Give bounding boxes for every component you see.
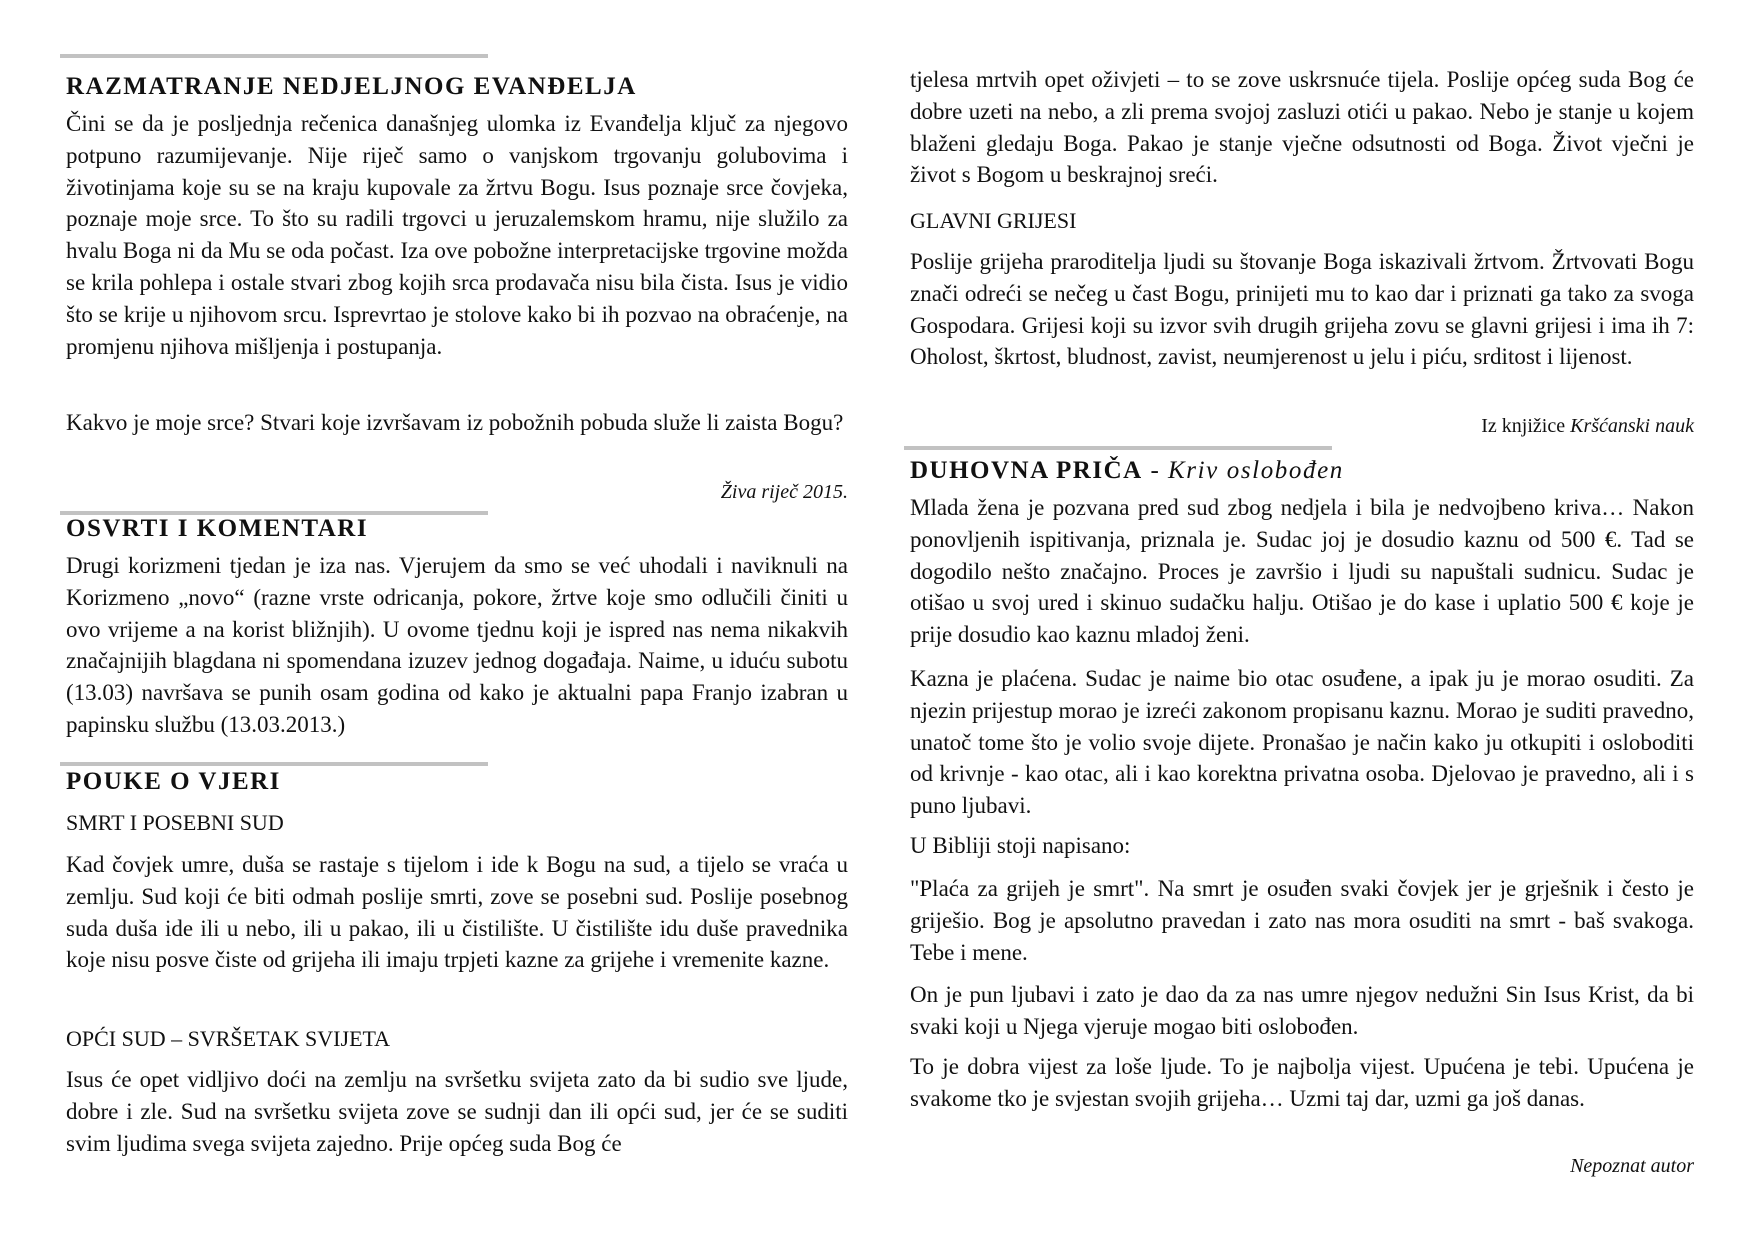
story-paragraph-3: U Bibliji stoji napisano: — [910, 833, 1131, 858]
subheading-capital-sins: GLAVNI GRIJESI — [910, 208, 1077, 233]
faith-lessons-paragraph-2: Isus će opet vidljivo doći na zemlju na svršetku svijeta zato da bi sudio sve ljude, dobre i zle. Sud na svršetku svijeta zove se sudnji dan ili opći sud, jer će se suditi svim ljudima svega svijeta zajedno. Prije općeg suda Bog će — [66, 1067, 848, 1156]
story-paragraph-2: Kazna je plaćena. Sudac je naime bio otac osuđene, a ipak ju je morao osuditi. Za njezin prijestup morao je izreći zakonom propisanu kaznu. Morao je suditi pravedno, unatoč tome što je volio svoje dijete. Pronašao je način kako ju otkupiti i osloboditi od krivnje - kao otac, ali i kao korektna privatna osoba. Djelovao je pravedno, ali i s puno ljubavi. — [910, 666, 1694, 819]
story-source: Nepoznat autor — [1570, 1155, 1694, 1177]
faith-lessons-continued-paragraph: tjelesa mrtvih opet oživjeti – to se zove uskrsnuće tijela. Poslije općeg suda Bog će dobre uzeti na nebo, a zli prema svojoj zasluzi otići u pakao. Nebo je stanje u kojem blaženi gledaju Boga. Pakao je stanje vječne odsutnosti od Boga. Život vječni je život s Bogom u beskrajnoj sreći. — [910, 67, 1694, 188]
section-title-faith-lessons: POUKE O VJERI — [66, 768, 281, 795]
source-prefix: Iz knjižice — [1481, 415, 1571, 437]
subheading-general-judgment: OPĆI SUD – SVRŠETAK SVIJETA — [66, 1026, 391, 1051]
section-title-spiritual-story — [910, 458, 1344, 483]
gospel-reflection-paragraph-2: Kakvo je moje srce? Stvari koje izvršavam iz pobožnih pobuda služe li zaista Bogu? — [66, 410, 844, 435]
gospel-reflection-source: Živa riječ 2015. — [720, 481, 848, 503]
section-title-comments: OSVRTI I KOMENTARI — [66, 515, 369, 542]
section-title-separator: - — [1142, 457, 1169, 484]
section-title-subtitle: Kriv oslobođen — [1168, 457, 1344, 484]
capital-sins-paragraph: Poslije grijeha praroditelja ljudi su štovanje Boga iskazivali žrtvom. Žrtvovati Bogu znači odreći se nečeg u čast Bogu, prinijeti mu to kao dar i priznati ga tako za svoga Gospodara. Grijesi koji su izvor svih drugih grijeha zovu se glavni grijesi i ima ih 7: Oholost, škrtost, bludnost, zavist, neumjerenost u jelu i piću, srditost i lijenost. — [910, 249, 1694, 370]
section-rule — [60, 54, 488, 58]
faith-lessons-paragraph-1: Kad čovjek umre, duša se rastaje s tijelom i ide k Bogu na sud, a tijelo se vraća u zemlju. Sud koji će biti odmah poslije smrti, zove se posebni sud. Poslije posebnog suda duša ide ili u nebo, ili u pakao, ili u čistilište. U čistilište idu duše pravednika koje nisu posve čiste od grijeha ili imaju trpjeti kazne za grijehe i vremenite kazne. — [66, 852, 848, 973]
story-paragraph-1: Mlada žena je pozvana pred sud zbog nedjela i bila je nedvojbeno kriva… Nakon ponovljenih ispitivanja, priznala je. Sudac joj je dosudio kaznu od 500 €. Tad se dogodilo nešto značajno. Proces je završio i ljudi su napuštali sudnicu. Sudac je otišao u svoj ured i skinuo sudačku halju. Otišao je do kase i uplatio 500 € koje je prije dosudio kao kaznu mladoj ženi. — [910, 495, 1694, 648]
section-rule — [60, 762, 488, 766]
section-rule — [904, 446, 1332, 450]
section-title-gospel-reflection: RAZMATRANJE NEDJELJNOG EVANĐELJA — [66, 73, 637, 100]
story-paragraph-5: On je pun ljubavi i zato je dao da za nas umre njegov nedužni Sin Isus Krist, da bi svaki koji u Njega vjeruje mogao biti oslobođen. — [910, 982, 1694, 1039]
gospel-reflection-paragraph-1: Čini se da je posljednja rečenica današnjeg ulomka iz Evanđelja ključ za njegovo potpuno razumijevanje. Nije riječ samo o vanjskom trgovanju golubovima i životinjama koje su se na kraju kupovale za žrtvu Bogu. Isus poznaje srce čovjeka, poznaje moje srce. To što su radili trgovci u jeruzalemskom hramu, nije služilo za hvalu Boga ni da Mu se oda počast. Iza ove pobožne interpretacijske trgovine možda se krila pohlepa i ostale stvari zbog kojih srca prodavača nisu bila čista. Isus je vidio što se krije u njihovom srcu. Isprevrtao je stolove kako bi ih pozvao na obraćenje, na promjenu njihova mišljenja i postupanja. — [66, 111, 848, 359]
story-paragraph-6: To je dobra vijest za loše ljude. To je najbolja vijest. Upućena je tebi. Upućena je svakome tko je svjestan svojih grijeha… Uzmi taj dar, uzmi ga još danas. — [910, 1054, 1694, 1111]
source-book-title: Kršćanski nauk — [1570, 415, 1694, 437]
capital-sins-source — [1481, 416, 1694, 436]
story-paragraph-4: "Plaća za grijeh je smrt". Na smrt je osuđen svaki čovjek jer je grješnik i često je griješio. Bog je apsolutno pravedan i zato nas mora osuditi na smrt - baš svakoga. Tebe i mene. — [910, 876, 1694, 965]
comments-paragraph: Drugi korizmeni tjedan je iza nas. Vjerujem da smo se već uhodali i naviknuli na Korizmeno „novo“ (razne vrste odricanja, pokore, žrtve koje smo odlučili činiti u ovo vrijeme a na korist bližnjih). U ovome tjednu koji je ispred nas nema nikakvih značajnijih blagdana ni spomendana izuzev jednog događaja. Naime, u iduću subotu (13.03) navršava se punih osam godina od kako je aktualni papa Franjo izabran u papinsku službu (13.03.2013.) — [66, 553, 848, 737]
section-title-main: DUHOVNA PRIČA — [910, 457, 1143, 484]
subheading-death-judgment: SMRT I POSEBNI SUD — [66, 810, 284, 835]
